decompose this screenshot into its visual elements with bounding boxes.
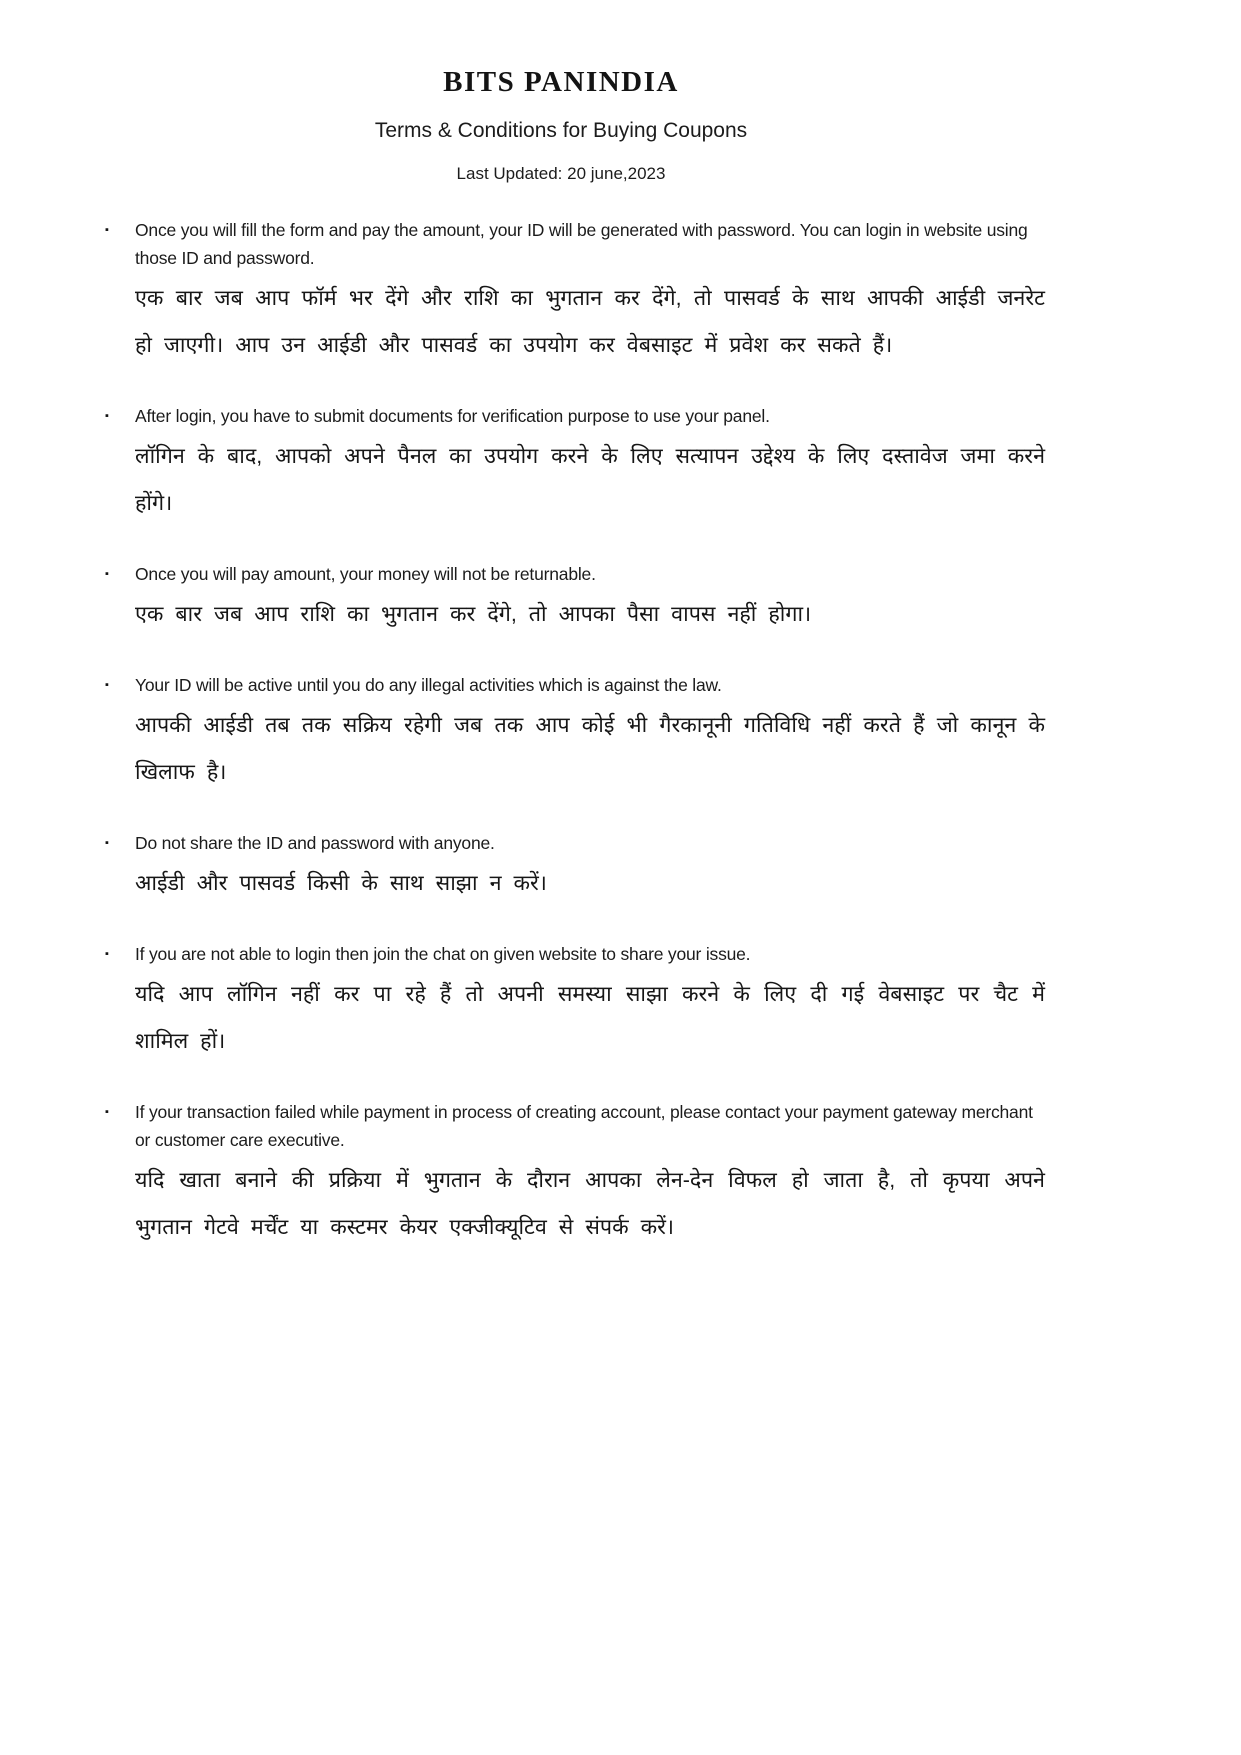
term-text-english: Your ID will be active until you do any illegal activities which is against the law. <box>135 675 722 695</box>
square-bullet-icon: ▪ <box>105 948 109 960</box>
term-text-block <box>135 1098 1045 1251</box>
term-text-block <box>135 829 1045 907</box>
term-text-english: If your transaction failed while payment in process of creating account, please contact your payment gateway merchant or customer care executive. <box>135 1102 1033 1150</box>
term-text-english: If you are not able to login then join the chat on given website to share your issue. <box>135 944 751 964</box>
term-item <box>105 829 1141 907</box>
square-bullet-icon: ▪ <box>105 410 109 422</box>
term-text-hindi: लॉगिन के बाद, आपको अपने पैनल का उपयोग करने के लिए सत्यापन उद्देश्य के लिए दस्तावेज जमा करने होंगे। <box>135 444 1045 515</box>
page-subtitle: Terms & Conditions for Buying Coupons <box>374 119 748 142</box>
term-text-english: Once you will fill the form and pay the amount, your ID will be generated with password. You can login in website using those ID and password. <box>135 220 1028 268</box>
page-title: BITS PANINDIA <box>443 66 679 98</box>
square-bullet-icon: ▪ <box>105 679 109 691</box>
term-item <box>105 560 1141 638</box>
term-text-hindi: एक बार जब आप राशि का भुगतान कर देंगे, तो आपका पैसा वापस नहीं होगा। <box>135 602 812 626</box>
term-text-block <box>135 560 1045 638</box>
term-text-english: Once you will pay amount, your money will not be returnable. <box>135 564 596 584</box>
term-text-english: Do not share the ID and password with anyone. <box>135 833 495 853</box>
term-item <box>105 216 1141 369</box>
term-text-block <box>135 940 1045 1065</box>
term-text-block <box>135 216 1045 369</box>
term-text-hindi: आईडी और पासवर्ड किसी के साथ साझा न करें। <box>135 871 547 895</box>
document-header <box>105 66 1017 184</box>
term-text-hindi: यदि आप लॉगिन नहीं कर पा रहे हैं तो अपनी समस्या साझा करने के लिए दी गई वेबसाइट पर चैट में शामिल हों। <box>135 982 1045 1053</box>
term-item <box>105 1098 1141 1251</box>
square-bullet-icon: ▪ <box>105 1106 109 1118</box>
term-item <box>105 671 1141 796</box>
term-item <box>105 402 1141 527</box>
square-bullet-icon: ▪ <box>105 837 109 849</box>
term-item <box>105 940 1141 1065</box>
term-text-hindi: यदि खाता बनाने की प्रक्रिया में भुगतान के दौरान आपका लेन-देन विफल हो जाता है, तो कृपया अपने भुगतान गेटवे मर्चेंट या कस्टमर केयर एक्जीक्यूटिव से संपर्क करें। <box>135 1168 1045 1239</box>
term-text-english: After login, you have to submit documents for verification purpose to use your panel. <box>135 406 770 426</box>
last-updated-line: Last Updated: 20 june,2023 <box>456 164 666 183</box>
terms-list <box>105 216 1141 1251</box>
term-text-hindi: एक बार जब आप फॉर्म भर देंगे और राशि का भुगतान कर देंगे, तो पासवर्ड के साथ आपकी आईडी जनरेट हो जाएगी। आप उन आईडी और पासवर्ड का उपयोग कर वेबसाइट में प्रवेश कर सकते हैं। <box>135 286 1045 357</box>
term-text-hindi: आपकी आईडी तब तक सक्रिय रहेगी जब तक आप कोई भी गैरकानूनी गतिविधि नहीं करते हैं जो कानून के खिलाफ है। <box>135 713 1045 784</box>
term-text-block <box>135 671 1045 796</box>
term-text-block <box>135 402 1045 527</box>
square-bullet-icon: ▪ <box>105 224 109 236</box>
square-bullet-icon: ▪ <box>105 568 109 580</box>
